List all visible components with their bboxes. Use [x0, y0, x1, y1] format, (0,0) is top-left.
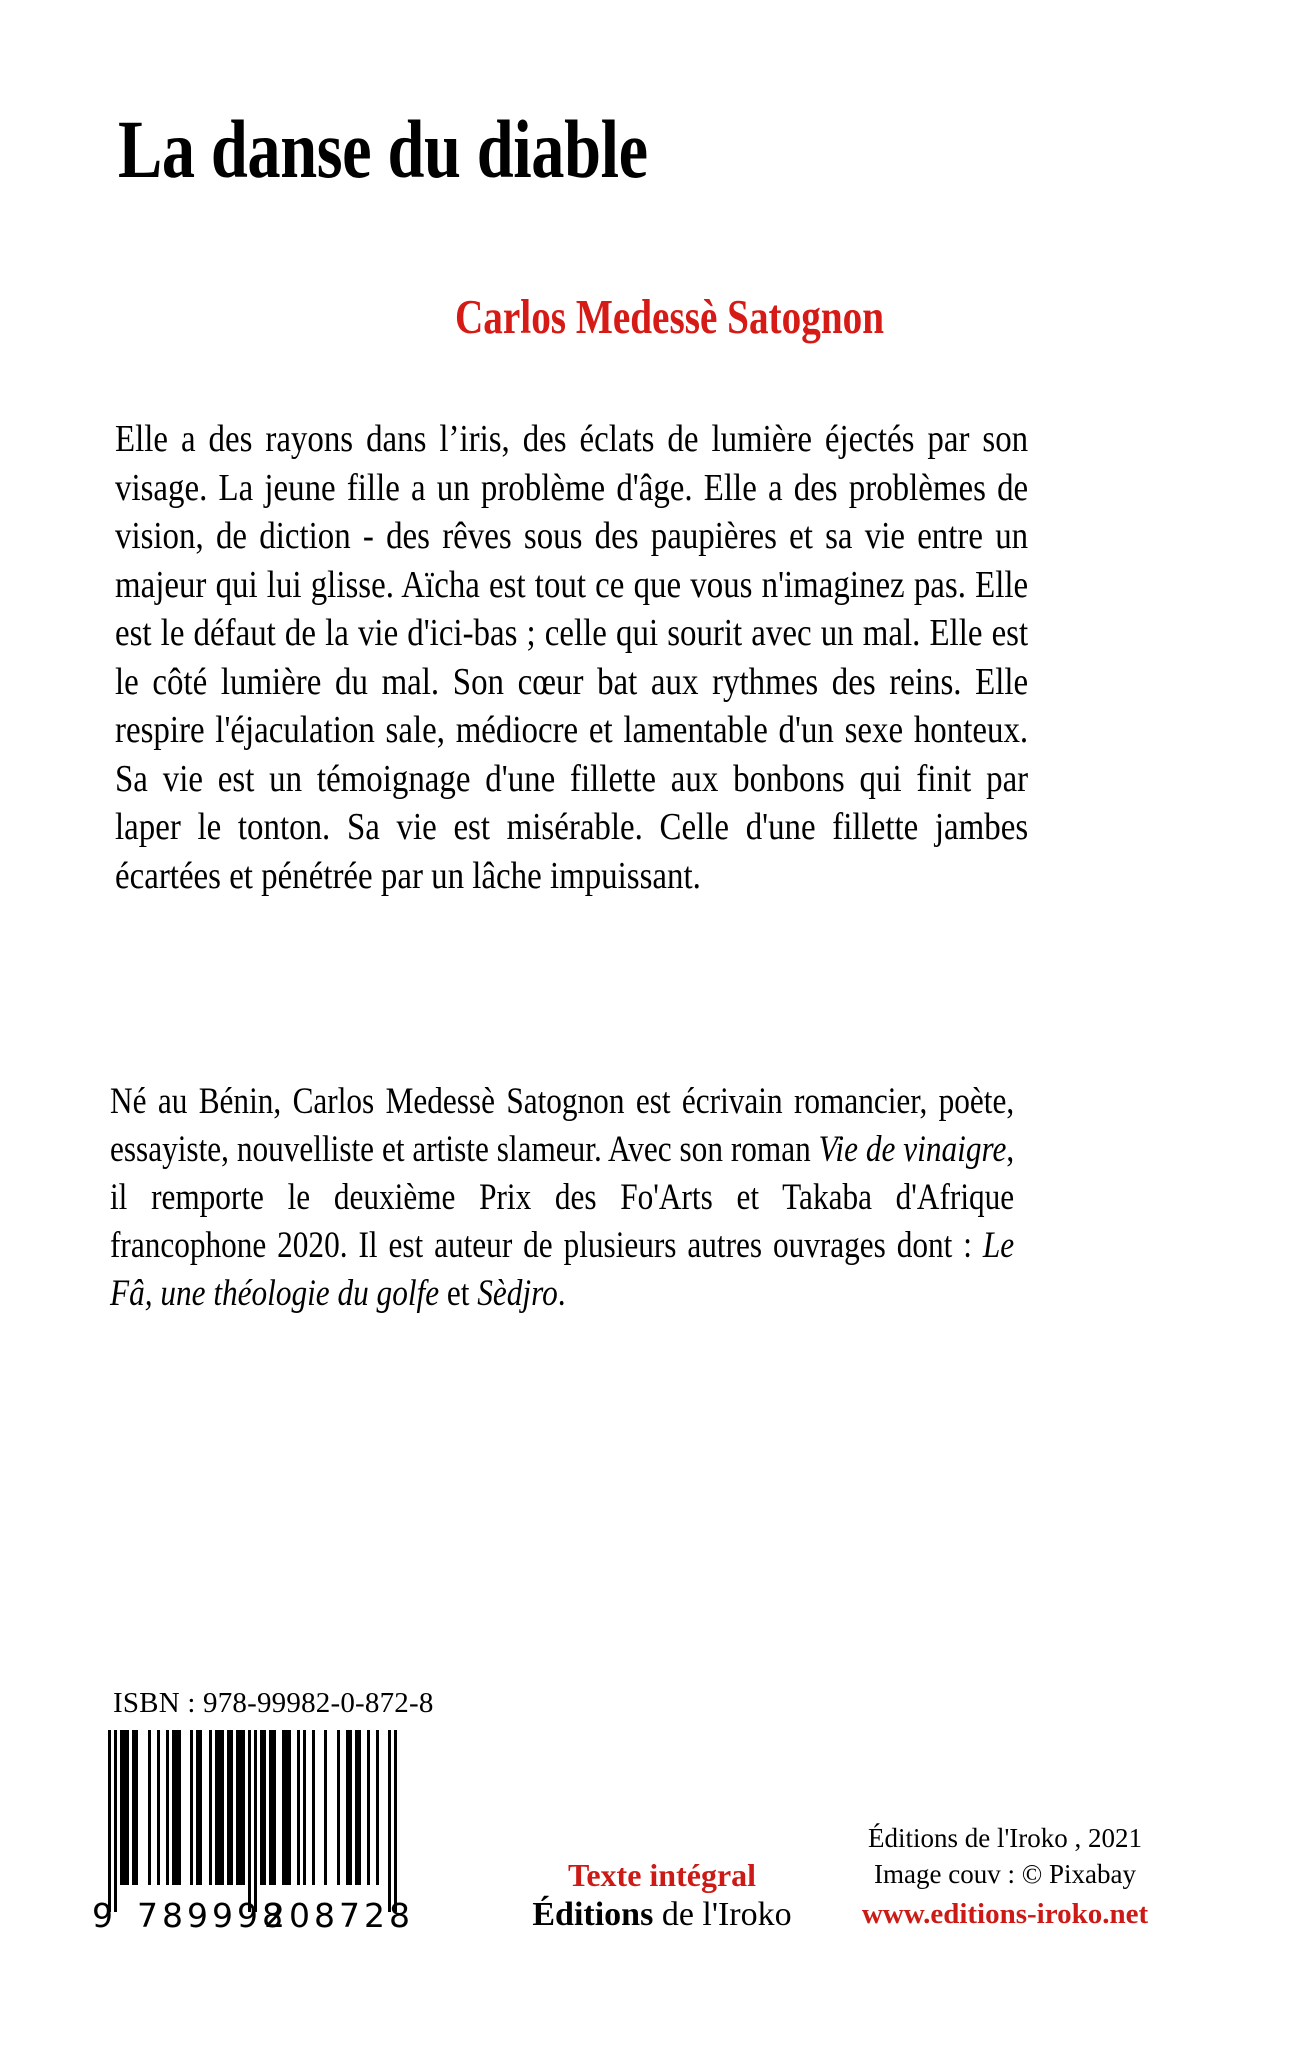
barcode-digits	[92, 1896, 422, 1936]
ean13-barcode	[92, 1730, 414, 1948]
publisher-year: Éditions de l'Iroko , 2021	[867, 1823, 1143, 1853]
cover-image-credit: Image couv : © Pixabay	[874, 1859, 1136, 1889]
bio-title-le-fa: Le Fâ, une théologie du golfe	[110, 1225, 1015, 1314]
book-title: La danse du diable	[118, 103, 648, 195]
barcode-bars	[108, 1730, 398, 1912]
texte-integral-label: Texte intégral	[567, 1857, 757, 1893]
barcode-lead-digit: 9	[92, 1896, 114, 1935]
publisher-details-block	[790, 1820, 1220, 1934]
barcode-right-group: 208728	[264, 1896, 414, 1935]
bio-title-sedjro: Sèdjro	[477, 1273, 558, 1314]
bio-part-4: .	[557, 1273, 566, 1314]
editions-iroko-suffix: de l'Iroko	[653, 1896, 792, 1933]
book-author: Carlos Medessè Satognon	[455, 289, 885, 344]
bio-title-vie-de-vinaigre: Vie de vinaigre	[818, 1129, 1007, 1170]
publisher-imprint-block	[512, 1856, 812, 1936]
barcode-left-group: 789998	[137, 1896, 287, 1935]
author-biography	[110, 1078, 1014, 1318]
bio-part-3: et	[439, 1273, 478, 1314]
editions-iroko-logo	[512, 1894, 812, 1936]
bio-part-1: Né au Bénin, Carlos Medessè Satognon est écrivain romancier, poète, essayiste, nouvelliste et artiste slameur. Avec son roman	[110, 1081, 1015, 1170]
bio-part-2: , il remporte le deuxième Prix des Fo'Arts et Takaba d'Afrique francophone 2020. Il est auteur de plusieurs autres ouvrages dont :	[110, 1129, 1015, 1266]
isbn-label: ISBN : 978-99982-0-872-8	[113, 1687, 434, 1719]
book-blurb: Elle a des rayons dans l’iris, des éclats de lumière éjectés par son visage. La jeune fille a un problème d'âge. Elle a des problèmes de vision, de diction - des rêves sous des paupières et sa vie entre un majeur qui lui glisse. Aïcha est tout ce que vous n'imaginez pas. Elle est le défaut de la vie d'ici-bas ; celle qui sourit avec un mal. Elle est le côté lumière du mal. Son cœur bat aux rythmes des reins. Elle respire l'éjaculation sale, médiocre et lamentable d'un sexe honteux. Sa vie est un témoignage d'une fillette aux bonbons qui finit par laper le tonton. Sa vie est misérable. Celle d'une fillette jambes écartées et pénétrée par un lâche impuissant.	[115, 418, 1029, 897]
editions-word: Éditions	[532, 1896, 654, 1933]
publisher-website-link[interactable]: www.editions-iroko.net	[861, 1898, 1149, 1930]
